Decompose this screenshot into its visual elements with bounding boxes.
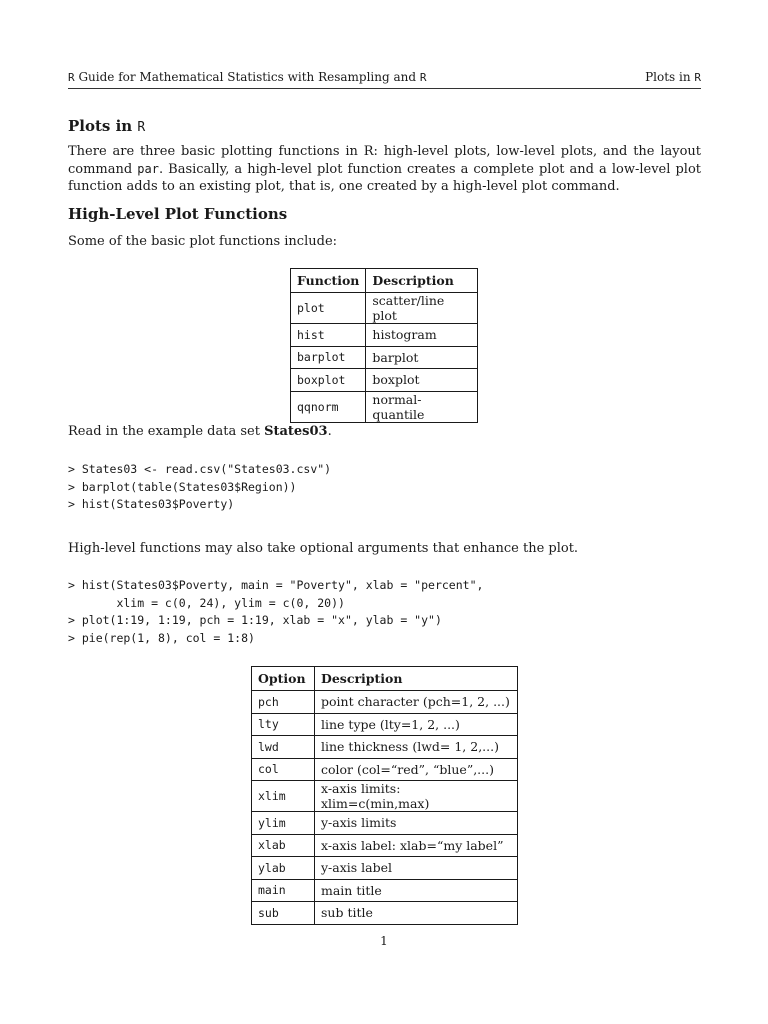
- option-row-code: xlim: [252, 781, 315, 812]
- function-row: [291, 293, 478, 324]
- function-row: [291, 391, 478, 422]
- option-row-code: xlab: [252, 834, 315, 857]
- read-in-text: Read in the example data set: [68, 424, 265, 439]
- function-row-description: scatter/line plot: [366, 293, 478, 324]
- option-row: [252, 758, 518, 781]
- option-row-description: main title: [315, 879, 518, 902]
- option-row: [252, 736, 518, 759]
- option-row-description: y-axis label: [315, 857, 518, 880]
- functions-table-header: Description: [366, 269, 478, 293]
- optional-args-paragraph: High-level functions may also take optional arguments that enhance the plot.: [68, 541, 579, 556]
- option-row-description: x-axis limits: xlim=c(min,max): [315, 781, 518, 812]
- options-table-header: Option: [252, 667, 315, 691]
- options-table-header: Description: [315, 667, 518, 691]
- option-row: [252, 834, 518, 857]
- header-right-suffix: R: [694, 71, 701, 84]
- option-row: [252, 713, 518, 736]
- options-table: [251, 666, 518, 925]
- option-row-description: y-axis limits: [315, 812, 518, 835]
- option-row-description: x-axis label: xlab=“my label”: [315, 834, 518, 857]
- option-row-code: ylim: [252, 812, 315, 835]
- page-number: 1: [380, 934, 388, 948]
- options-table-header-row: [252, 667, 518, 691]
- intro-code-par: par: [137, 161, 159, 176]
- option-row: [252, 857, 518, 880]
- function-row-code: qqnorm: [291, 391, 366, 422]
- intro-part1: There are three basic plotting functions in R: high-level plots, low-level plots, and the layout command: [68, 144, 701, 177]
- function-row-code: hist: [291, 324, 366, 347]
- subsection-intro: Some of the basic plot functions include:: [68, 234, 338, 249]
- function-row: [291, 324, 478, 347]
- option-row-code: lty: [252, 713, 315, 736]
- option-row: [252, 879, 518, 902]
- option-row-code: col: [252, 758, 315, 781]
- option-row: [252, 902, 518, 925]
- option-row: [252, 781, 518, 812]
- option-row: [252, 691, 518, 714]
- function-row-description: barplot: [366, 346, 478, 369]
- option-row-description: line type (lty=1, 2, ...): [315, 713, 518, 736]
- function-row: [291, 346, 478, 369]
- code-block-1: > States03 <- read.csv("States03.csv") > barplot(table(States03$Region)) > hist(States03$Poverty): [68, 462, 332, 511]
- option-row-code: sub: [252, 902, 315, 925]
- option-row-code: lwd: [252, 736, 315, 759]
- function-row-code: boxplot: [291, 369, 366, 392]
- function-row: [291, 369, 478, 392]
- option-row-description: point character (pch=1, 2, ...): [315, 691, 518, 714]
- function-row-code: barplot: [291, 346, 366, 369]
- header-left-prefix: R: [68, 71, 75, 84]
- running-header: [68, 68, 701, 89]
- section-title: [68, 117, 145, 135]
- option-row-code: ylab: [252, 857, 315, 880]
- option-row-code: pch: [252, 691, 315, 714]
- function-row-description: normal-quantile: [366, 391, 478, 422]
- header-left-text: Guide for Mathematical Statistics with Resampling and: [74, 70, 420, 84]
- functions-table-header: Function: [291, 269, 366, 293]
- header-left-suffix: R: [419, 71, 427, 84]
- option-row-description: color (col=“red”, “blue”,...): [315, 758, 518, 781]
- functions-table: [290, 268, 478, 423]
- code-block-2: > hist(States03$Poverty, main = "Poverty", xlab = "percent", xlim = c(0, 24), ylim = c(0, 20)) > plot(1:19, 1:19, pch = 1:19, xlab = "x", ylab = "y") > pie(rep(1, 8), col = 1:8): [68, 578, 484, 645]
- dataset-name: States03: [264, 424, 328, 439]
- header-left: [68, 70, 426, 84]
- option-row-description: line thickness (lwd= 1, 2,...): [315, 736, 518, 759]
- section-title-code: R: [137, 120, 146, 135]
- subsection-title: High-Level Plot Functions: [68, 205, 288, 223]
- header-right-text: Plots in: [645, 70, 695, 84]
- option-row-code: main: [252, 879, 315, 902]
- function-row-description: boxplot: [366, 369, 478, 392]
- option-row-description: sub title: [315, 902, 518, 925]
- intro-part2: . Basically, a high-level plot function creates a complete plot and a low-level plot function adds to an existing plot, that is, one created by a high-level plot command.: [68, 161, 701, 194]
- functions-table-header-row: [291, 269, 478, 293]
- function-row-description: histogram: [366, 324, 478, 347]
- intro-paragraph: [68, 143, 701, 196]
- option-row: [252, 812, 518, 835]
- read-in-end: .: [327, 424, 332, 439]
- read-in-paragraph: [68, 423, 701, 441]
- section-title-text: Plots in: [68, 117, 138, 135]
- header-right: [645, 70, 701, 84]
- function-row-code: plot: [291, 293, 366, 324]
